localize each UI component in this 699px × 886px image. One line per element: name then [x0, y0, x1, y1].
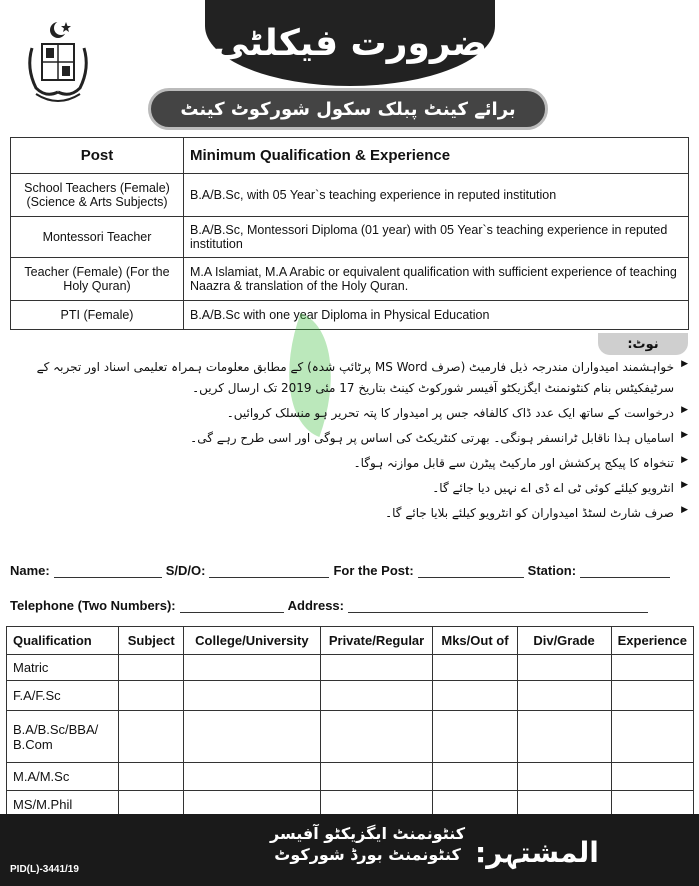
posts-table	[10, 137, 689, 330]
table-row	[7, 681, 694, 711]
subject-cell[interactable]	[119, 711, 184, 763]
post-label: For the Post:	[333, 563, 414, 578]
post-cell: Teacher (Female) (For the Holy Quran)	[11, 258, 184, 301]
form-row-telephone	[10, 598, 652, 613]
private-regular-cell[interactable]	[320, 711, 433, 763]
station-label: Station:	[527, 563, 577, 578]
college-cell[interactable]	[184, 655, 321, 681]
post-field[interactable]	[418, 563, 524, 578]
table-row	[7, 763, 694, 791]
qualification-cell: B.A/B.Sc, with 05 Year`s teaching experience in reputed institution	[184, 174, 689, 217]
college-cell[interactable]	[184, 763, 321, 791]
grade-cell[interactable]	[517, 711, 611, 763]
edu-header-marks: Mks/Out of	[433, 627, 517, 655]
list-item: ▶ انٹرویو کیلئے کوئی ٹی اے ڈی اے نہیں دیا جائے گا۔	[14, 478, 688, 499]
experience-cell[interactable]	[611, 711, 693, 763]
edu-header-subject: Subject	[119, 627, 184, 655]
qualification-cell: M.A Islamiat, M.A Arabic or equivalent qualification with sufficient experience of teaching Naazra & translation of the Holy Quran.	[184, 258, 689, 301]
private-regular-cell[interactable]	[320, 655, 433, 681]
qualification-cell: M.A/M.Sc	[7, 763, 119, 791]
address-label: Address:	[287, 598, 344, 613]
grade-cell[interactable]	[517, 655, 611, 681]
qualification-cell: MS/M.Phil	[7, 791, 119, 819]
advertiser-label: المشتہر:	[475, 836, 599, 869]
sdo-label: S/D/O:	[165, 563, 206, 578]
experience-cell[interactable]	[611, 763, 693, 791]
qualification-cell: B.A/B.Sc with one year Diploma in Physical Education	[184, 301, 689, 330]
footer-bar	[0, 814, 699, 886]
emblem-icon	[22, 18, 94, 110]
pid-code: PID(L)-3441/19	[10, 864, 79, 875]
list-item: ▶ تنخواہ کا پیکج پرکشش اور مارکیٹ پیٹرن سے قابل موازنہ ہوگا۔	[14, 453, 688, 474]
telephone-label: Telephone (Two Numbers):	[10, 598, 176, 613]
grade-cell[interactable]	[517, 763, 611, 791]
notes-list	[14, 357, 688, 528]
advertiser-line-2: کنٹونمنٹ بورڈ شورکوٹ	[274, 844, 461, 864]
station-field[interactable]	[580, 563, 670, 578]
table-row	[11, 217, 689, 258]
list-item: ▶ خواہشمند امیدواران مندرجہ ذیل فارمیٹ (صرف MS Word پرٹائپ شدہ) کے مطابق معلومات ہمراہ تعلیمی اسناد اور تجربہ کے سرٹیفکیٹس بنام کنٹونمنٹ ایگزیکٹو آفیسر شورکوٹ کینٹ بتاریخ 17 مئی 2019 تک ارسال کریں۔	[14, 357, 688, 399]
edu-header-grade: Div/Grade	[517, 627, 611, 655]
subject-cell[interactable]	[119, 763, 184, 791]
telephone-field[interactable]	[180, 598, 284, 613]
notes-label: نوٹ:	[598, 333, 688, 355]
post-cell: School Teachers (Female) (Science & Arts Subjects)	[11, 174, 184, 217]
marks-cell[interactable]	[433, 763, 517, 791]
grade-cell[interactable]	[517, 681, 611, 711]
table-row	[11, 301, 689, 330]
edu-header-qualification: Qualification	[7, 627, 119, 655]
qualification-cell: F.A/F.Sc	[7, 681, 119, 711]
list-item: ▶ صرف شارٹ لسٹڈ امیدواران کو انٹرویو کیلئے بلایا جائے گا۔	[14, 503, 688, 524]
sdo-field[interactable]	[209, 563, 329, 578]
table-row	[11, 258, 689, 301]
marks-cell[interactable]	[433, 681, 517, 711]
name-label: Name:	[10, 563, 50, 578]
qualification-cell: B.A/B.Sc, Montessori Diploma (01 year) with 05 Year`s teaching experience in reputed institution	[184, 217, 689, 258]
qualification-cell: Matric	[7, 655, 119, 681]
edu-header-experience: Experience	[611, 627, 693, 655]
table-row	[7, 711, 694, 763]
advertiser-block	[270, 824, 465, 866]
subject-cell[interactable]	[119, 681, 184, 711]
table-row	[11, 174, 689, 217]
post-cell: PTI (Female)	[11, 301, 184, 330]
advertiser-line-1: کنٹونمنٹ ایگزیکٹو آفیسر	[270, 824, 466, 843]
government-emblem	[22, 18, 94, 110]
edu-header-private-regular: Private/Regular	[320, 627, 433, 655]
form-row-name	[10, 563, 674, 578]
post-cell: Montessori Teacher	[11, 217, 184, 258]
marks-cell[interactable]	[433, 655, 517, 681]
qualification-cell: B.A/B.Sc/BBA/ B.Com	[7, 711, 119, 763]
posts-header-qualification: Minimum Qualification & Experience	[184, 138, 689, 174]
experience-cell[interactable]	[611, 655, 693, 681]
private-regular-cell[interactable]	[320, 763, 433, 791]
experience-cell[interactable]	[611, 681, 693, 711]
subject-cell[interactable]	[119, 655, 184, 681]
address-field[interactable]	[348, 598, 648, 613]
posts-header-row	[11, 138, 689, 174]
posts-header-post: Post	[11, 138, 184, 174]
private-regular-cell[interactable]	[320, 681, 433, 711]
edu-header-college: College/University	[184, 627, 321, 655]
education-header-row	[7, 627, 694, 655]
page-title: ضرورت فیکلٹی	[205, 0, 495, 86]
marks-cell[interactable]	[433, 711, 517, 763]
college-cell[interactable]	[184, 681, 321, 711]
table-row	[7, 655, 694, 681]
name-field[interactable]	[54, 563, 162, 578]
page-subtitle: برائے کینٹ پبلک سکول شورکوٹ کینٹ	[148, 88, 548, 130]
list-item: ▶ درخواست کے ساتھ ایک عدد ڈاک کالفافہ جس پر امیدوار کا پتہ تحریر ہو منسلک کروائیں۔	[14, 403, 688, 424]
list-item: ▶ اسامیاں ہذا ناقابل ٹرانسفر ہونگی۔ بھرتی کنٹریکٹ کی اساس پر ہوگی اور اسی طرح رہے گی۔	[14, 428, 688, 449]
education-table	[6, 626, 694, 819]
college-cell[interactable]	[184, 711, 321, 763]
